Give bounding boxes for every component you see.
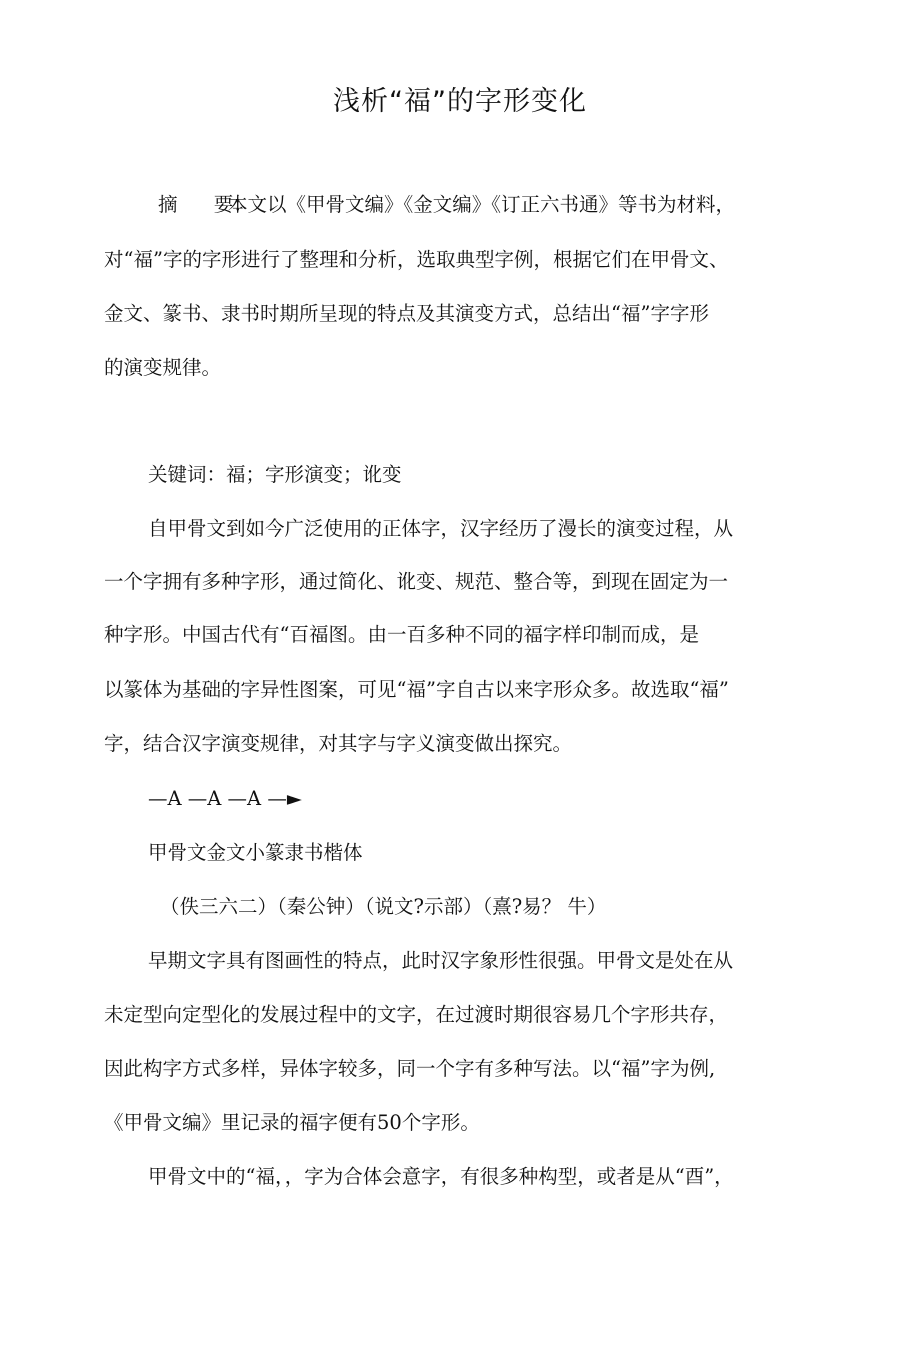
- abstract-line-1: 本文以《甲骨文编》《金文编》《订正六书通》等书为材料，: [228, 193, 736, 216]
- paragraph-1-line-5: 字，结合汉字演变规律，对其字与字义演变做出探究。: [104, 732, 573, 755]
- paragraph-2-line-2: 未定型向定型化的发展过程中的文字，在过渡时期很容易几个字形共存，: [104, 1003, 729, 1026]
- abstract-line-3: 金文、篆书、隶书时期所呈现的特点及其演变方式，总结出“福”字字形: [104, 302, 709, 325]
- paragraph-2-line-3: 因此构字方式多样，异体字较多，同一个字有多种写法。以“福”字为例,: [104, 1057, 716, 1080]
- document-title: 浅析“福”的字形变化: [333, 86, 587, 117]
- paragraph-1-line-1: 自甲骨文到如今广泛使用的正体字，汉字经历了漫长的演变过程，从: [148, 517, 734, 540]
- keywords: 关键词：福；字形演变；讹变: [148, 463, 402, 486]
- paragraph-3-line-1: 甲骨文中的“福，，字为合体会意字，有很多种构型，或者是从“酉”，: [148, 1165, 734, 1188]
- paragraph-1-line-3: 种字形。中国古代有“百福图。由一百多种不同的福字样印制而成，是: [104, 623, 699, 646]
- abstract-line-4: 的演变规律。: [104, 356, 222, 379]
- abstract-label: 摘 要：: [158, 193, 253, 216]
- paragraph-2-line-4: 《甲骨文编》里记录的福字便有50个字形。: [104, 1111, 480, 1134]
- paragraph-1-line-2: 一个字拥有多种字形，通过简化、讹变、规范、整合等，到现在固定为一: [104, 570, 729, 593]
- abstract-line-2: 对“福”字的字形进行了整理和分析，选取典型字例，根据它们在甲骨文、: [104, 248, 729, 271]
- script-sources: （佚三六二）（秦公钟）（说文?示部）（熹?易？ 牛）: [160, 895, 607, 918]
- paragraph-1-line-4: 以篆体为基础的字异性图案，可见“福”字自古以来字形众多。故选取“福”: [104, 678, 729, 701]
- script-names: 甲骨文金文小篆隶书楷体: [148, 841, 363, 864]
- script-evolution-arrows: —A —A —A —►: [148, 787, 302, 810]
- paragraph-2-line-1: 早期文字具有图画性的特点，此时汉字象形性很强。甲骨文是处在从: [148, 949, 734, 972]
